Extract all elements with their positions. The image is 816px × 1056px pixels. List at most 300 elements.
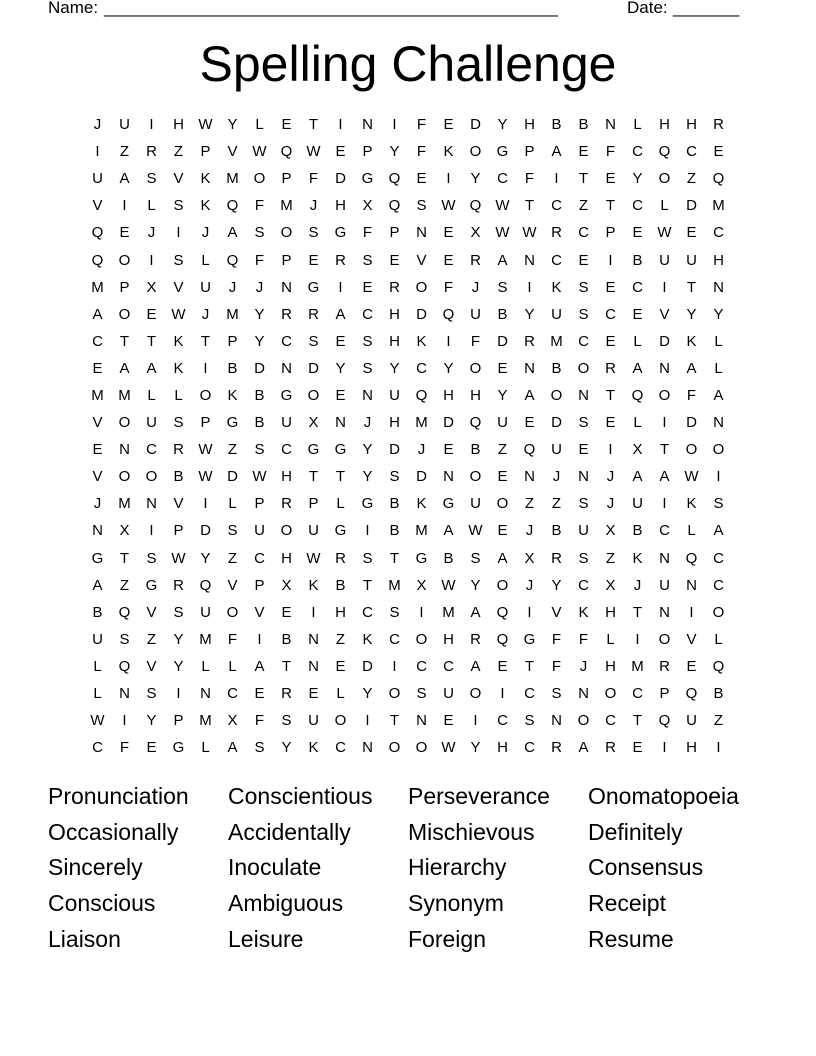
grid-letter[interactable]: H bbox=[713, 251, 724, 269]
grid-letter[interactable]: R bbox=[281, 685, 292, 703]
grid-letter[interactable]: N bbox=[524, 359, 535, 377]
grid-letter[interactable]: F bbox=[443, 278, 454, 296]
grid-letter[interactable]: A bbox=[713, 522, 724, 540]
grid-letter[interactable]: C bbox=[92, 739, 103, 757]
grid-letter[interactable]: X bbox=[119, 522, 130, 540]
grid-letter[interactable]: E bbox=[605, 414, 616, 432]
grid-letter[interactable]: E bbox=[443, 251, 454, 269]
grid-letter[interactable]: K bbox=[686, 332, 697, 350]
grid-letter[interactable]: R bbox=[173, 441, 184, 459]
grid-letter[interactable]: B bbox=[551, 359, 562, 377]
grid-letter[interactable]: C bbox=[281, 441, 292, 459]
grid-letter[interactable]: O bbox=[658, 630, 671, 648]
grid-letter[interactable]: O bbox=[469, 143, 482, 161]
grid-letter[interactable]: I bbox=[338, 116, 343, 134]
grid-letter[interactable]: A bbox=[470, 603, 481, 621]
grid-letter[interactable]: X bbox=[362, 197, 373, 215]
grid-letter[interactable]: N bbox=[443, 468, 454, 486]
grid-letter[interactable]: T bbox=[389, 549, 400, 567]
grid-letter[interactable]: B bbox=[632, 522, 643, 540]
grid-letter[interactable]: X bbox=[524, 549, 535, 567]
grid-letter[interactable]: D bbox=[497, 332, 508, 350]
grid-letter[interactable]: D bbox=[470, 116, 481, 134]
grid-letter[interactable]: D bbox=[254, 359, 265, 377]
grid-letter[interactable]: D bbox=[308, 359, 319, 377]
grid-letter[interactable]: X bbox=[632, 441, 643, 459]
grid-letter[interactable]: W bbox=[522, 224, 537, 242]
grid-letter[interactable]: Z bbox=[605, 549, 616, 567]
grid-letter[interactable]: J bbox=[93, 495, 102, 513]
grid-letter[interactable]: C bbox=[713, 576, 724, 594]
grid-letter[interactable]: D bbox=[659, 332, 670, 350]
grid-letter[interactable]: G bbox=[307, 441, 320, 459]
grid-letter[interactable]: U bbox=[146, 414, 157, 432]
grid-letter[interactable]: J bbox=[525, 576, 534, 594]
grid-letter[interactable]: A bbox=[713, 386, 724, 404]
grid-letter[interactable]: I bbox=[662, 414, 667, 432]
grid-letter[interactable]: H bbox=[173, 116, 184, 134]
grid-letter[interactable]: C bbox=[227, 685, 238, 703]
grid-letter[interactable]: U bbox=[389, 386, 400, 404]
grid-letter[interactable]: Y bbox=[389, 359, 400, 377]
grid-letter[interactable]: B bbox=[281, 630, 292, 648]
grid-letter[interactable]: Y bbox=[281, 739, 292, 757]
grid-letter[interactable]: E bbox=[686, 224, 697, 242]
grid-letter[interactable]: B bbox=[92, 603, 103, 621]
grid-letter[interactable]: H bbox=[389, 414, 400, 432]
grid-letter[interactable]: M bbox=[118, 495, 131, 513]
grid-letter[interactable]: B bbox=[389, 495, 400, 513]
grid-letter[interactable]: A bbox=[227, 739, 238, 757]
grid-letter[interactable]: S bbox=[551, 685, 562, 703]
grid-letter[interactable]: L bbox=[147, 197, 156, 215]
grid-letter[interactable]: K bbox=[632, 549, 643, 567]
grid-letter[interactable]: Y bbox=[470, 576, 481, 594]
grid-letter[interactable]: S bbox=[146, 685, 157, 703]
grid-letter[interactable]: C bbox=[713, 549, 724, 567]
grid-letter[interactable]: V bbox=[227, 143, 238, 161]
grid-letter[interactable]: Q bbox=[118, 603, 131, 621]
grid-letter[interactable]: N bbox=[713, 414, 724, 432]
grid-letter[interactable]: R bbox=[605, 359, 616, 377]
grid-letter[interactable]: Q bbox=[199, 576, 212, 594]
grid-letter[interactable]: J bbox=[606, 495, 615, 513]
grid-letter[interactable]: W bbox=[306, 549, 321, 567]
grid-letter[interactable]: N bbox=[578, 386, 589, 404]
grid-letter[interactable]: W bbox=[657, 224, 672, 242]
grid-letter[interactable]: F bbox=[578, 630, 589, 648]
grid-letter[interactable]: H bbox=[524, 116, 535, 134]
grid-letter[interactable]: N bbox=[362, 739, 373, 757]
grid-letter[interactable]: T bbox=[146, 332, 157, 350]
grid-letter[interactable]: B bbox=[551, 116, 562, 134]
grid-letter[interactable]: J bbox=[552, 468, 561, 486]
grid-letter[interactable]: Q bbox=[91, 251, 104, 269]
grid-letter[interactable]: Q bbox=[226, 251, 239, 269]
grid-letter[interactable]: S bbox=[470, 549, 481, 567]
grid-letter[interactable]: J bbox=[633, 576, 642, 594]
grid-letter[interactable]: N bbox=[119, 685, 130, 703]
grid-letter[interactable]: L bbox=[201, 251, 210, 269]
grid-letter[interactable]: O bbox=[496, 495, 509, 513]
grid-letter[interactable]: K bbox=[173, 359, 184, 377]
grid-letter[interactable]: E bbox=[335, 386, 346, 404]
grid-letter[interactable]: O bbox=[118, 251, 131, 269]
grid-letter[interactable]: Q bbox=[631, 386, 644, 404]
grid-letter[interactable]: E bbox=[92, 359, 103, 377]
grid-letter[interactable]: J bbox=[93, 116, 102, 134]
grid-letter[interactable]: Q bbox=[280, 143, 293, 161]
grid-letter[interactable]: V bbox=[416, 251, 427, 269]
grid-letter[interactable]: G bbox=[334, 441, 347, 459]
grid-letter[interactable]: R bbox=[524, 332, 535, 350]
grid-letter[interactable]: S bbox=[362, 251, 373, 269]
grid-letter[interactable]: X bbox=[308, 414, 319, 432]
grid-letter[interactable]: O bbox=[199, 386, 212, 404]
grid-letter[interactable]: P bbox=[200, 143, 211, 161]
grid-letter[interactable]: Y bbox=[254, 305, 265, 323]
grid-letter[interactable]: I bbox=[446, 170, 451, 188]
grid-letter[interactable]: C bbox=[632, 278, 643, 296]
grid-letter[interactable]: A bbox=[659, 468, 670, 486]
grid-letter[interactable]: F bbox=[254, 712, 265, 730]
grid-letter[interactable]: C bbox=[92, 332, 103, 350]
grid-letter[interactable]: Q bbox=[469, 414, 482, 432]
grid-letter[interactable]: U bbox=[659, 576, 670, 594]
grid-letter[interactable]: B bbox=[254, 414, 265, 432]
grid-letter[interactable]: Z bbox=[497, 441, 508, 459]
grid-letter[interactable]: S bbox=[254, 224, 265, 242]
grid-letter[interactable]: E bbox=[335, 332, 346, 350]
grid-letter[interactable]: I bbox=[527, 603, 532, 621]
grid-letter[interactable]: D bbox=[416, 305, 427, 323]
grid-letter[interactable]: O bbox=[253, 170, 266, 188]
grid-letter[interactable]: T bbox=[524, 657, 535, 675]
grid-letter[interactable]: F bbox=[308, 170, 319, 188]
grid-letter[interactable]: V bbox=[551, 603, 562, 621]
grid-letter[interactable]: O bbox=[118, 414, 131, 432]
grid-letter[interactable]: A bbox=[686, 359, 697, 377]
grid-letter[interactable]: A bbox=[632, 359, 643, 377]
grid-letter[interactable]: R bbox=[389, 278, 400, 296]
grid-letter[interactable]: R bbox=[659, 657, 670, 675]
grid-letter[interactable]: A bbox=[578, 739, 589, 757]
grid-letter[interactable]: O bbox=[118, 468, 131, 486]
grid-letter[interactable]: E bbox=[146, 305, 157, 323]
grid-letter[interactable]: C bbox=[605, 712, 616, 730]
grid-letter[interactable]: D bbox=[389, 441, 400, 459]
grid-letter[interactable]: F bbox=[254, 197, 265, 215]
grid-letter[interactable]: G bbox=[442, 495, 455, 513]
grid-letter[interactable]: Z bbox=[524, 495, 535, 513]
grid-letter[interactable]: E bbox=[632, 739, 643, 757]
grid-letter[interactable]: E bbox=[497, 657, 508, 675]
grid-letter[interactable]: Q bbox=[496, 630, 509, 648]
grid-letter[interactable]: I bbox=[554, 170, 559, 188]
grid-letter[interactable]: Q bbox=[658, 143, 671, 161]
grid-letter[interactable]: E bbox=[605, 170, 616, 188]
grid-letter[interactable]: J bbox=[255, 278, 264, 296]
grid-letter[interactable]: Q bbox=[523, 441, 536, 459]
grid-letter[interactable]: I bbox=[392, 116, 397, 134]
grid-letter[interactable]: I bbox=[365, 712, 370, 730]
grid-letter[interactable]: L bbox=[633, 116, 642, 134]
grid-letter[interactable]: D bbox=[551, 414, 562, 432]
grid-letter[interactable]: C bbox=[443, 657, 454, 675]
grid-letter[interactable]: L bbox=[714, 332, 723, 350]
grid-letter[interactable]: V bbox=[173, 278, 184, 296]
grid-letter[interactable]: W bbox=[441, 739, 456, 757]
grid-letter[interactable]: W bbox=[684, 468, 699, 486]
grid-letter[interactable]: R bbox=[470, 630, 481, 648]
grid-letter[interactable]: D bbox=[200, 522, 211, 540]
grid-letter[interactable]: E bbox=[497, 468, 508, 486]
grid-letter[interactable]: G bbox=[172, 739, 185, 757]
grid-letter[interactable]: Y bbox=[497, 116, 508, 134]
grid-letter[interactable]: Q bbox=[496, 603, 509, 621]
grid-letter[interactable]: D bbox=[227, 468, 238, 486]
grid-letter[interactable]: H bbox=[389, 332, 400, 350]
grid-letter[interactable]: R bbox=[308, 305, 319, 323]
grid-letter[interactable]: P bbox=[173, 712, 184, 730]
grid-letter[interactable]: N bbox=[308, 630, 319, 648]
grid-letter[interactable]: L bbox=[606, 630, 615, 648]
grid-letter[interactable]: N bbox=[308, 657, 319, 675]
grid-letter[interactable]: D bbox=[686, 197, 697, 215]
grid-letter[interactable]: F bbox=[119, 739, 130, 757]
grid-letter[interactable]: I bbox=[662, 495, 667, 513]
grid-letter[interactable]: E bbox=[443, 441, 454, 459]
grid-letter[interactable]: O bbox=[469, 685, 482, 703]
grid-letter[interactable]: P bbox=[119, 278, 130, 296]
grid-letter[interactable]: H bbox=[470, 386, 481, 404]
grid-letter[interactable]: E bbox=[524, 414, 535, 432]
grid-letter[interactable]: U bbox=[92, 170, 103, 188]
grid-letter[interactable]: V bbox=[227, 576, 238, 594]
grid-letter[interactable]: Y bbox=[632, 170, 643, 188]
grid-letter[interactable]: Y bbox=[443, 359, 454, 377]
grid-letter[interactable]: N bbox=[659, 549, 670, 567]
grid-letter[interactable]: I bbox=[365, 522, 370, 540]
grid-letter[interactable]: Y bbox=[362, 685, 373, 703]
grid-letter[interactable]: V bbox=[173, 170, 184, 188]
grid-letter[interactable]: S bbox=[362, 549, 373, 567]
grid-letter[interactable]: W bbox=[252, 143, 267, 161]
grid-letter[interactable]: E bbox=[335, 143, 346, 161]
grid-letter[interactable]: K bbox=[200, 170, 211, 188]
grid-letter[interactable]: K bbox=[416, 495, 427, 513]
grid-letter[interactable]: D bbox=[686, 414, 697, 432]
grid-letter[interactable]: Z bbox=[686, 170, 697, 188]
grid-letter[interactable]: S bbox=[227, 522, 238, 540]
grid-letter[interactable]: G bbox=[334, 224, 347, 242]
grid-letter[interactable]: I bbox=[311, 603, 316, 621]
grid-letter[interactable]: G bbox=[361, 495, 374, 513]
grid-letter[interactable]: I bbox=[446, 332, 451, 350]
grid-letter[interactable]: T bbox=[308, 468, 319, 486]
grid-letter[interactable]: R bbox=[470, 251, 481, 269]
grid-letter[interactable]: R bbox=[335, 549, 346, 567]
grid-letter[interactable]: J bbox=[363, 414, 372, 432]
grid-letter[interactable]: E bbox=[578, 441, 589, 459]
grid-letter[interactable]: W bbox=[306, 143, 321, 161]
grid-letter[interactable]: C bbox=[551, 197, 562, 215]
grid-letter[interactable]: R bbox=[605, 739, 616, 757]
grid-letter[interactable]: I bbox=[257, 630, 262, 648]
grid-letter[interactable]: B bbox=[335, 576, 346, 594]
grid-letter[interactable]: I bbox=[527, 278, 532, 296]
grid-letter[interactable]: K bbox=[308, 739, 319, 757]
grid-letter[interactable]: F bbox=[416, 116, 427, 134]
grid-letter[interactable]: R bbox=[335, 251, 346, 269]
grid-letter[interactable]: E bbox=[713, 143, 724, 161]
grid-letter[interactable]: R bbox=[713, 116, 724, 134]
grid-letter[interactable]: R bbox=[146, 143, 157, 161]
grid-letter[interactable]: C bbox=[578, 332, 589, 350]
grid-letter[interactable]: N bbox=[335, 414, 346, 432]
grid-letter[interactable]: K bbox=[443, 143, 454, 161]
grid-letter[interactable]: Q bbox=[388, 197, 401, 215]
grid-letter[interactable]: V bbox=[92, 468, 103, 486]
grid-letter[interactable]: F bbox=[551, 657, 562, 675]
grid-letter[interactable]: E bbox=[92, 441, 103, 459]
grid-letter[interactable]: E bbox=[443, 116, 454, 134]
grid-letter[interactable]: Y bbox=[254, 332, 265, 350]
grid-letter[interactable]: Q bbox=[118, 657, 131, 675]
grid-letter[interactable]: A bbox=[92, 305, 103, 323]
grid-letter[interactable]: M bbox=[226, 305, 239, 323]
grid-letter[interactable]: G bbox=[496, 143, 509, 161]
grid-letter[interactable]: A bbox=[335, 305, 346, 323]
grid-letter[interactable]: E bbox=[389, 251, 400, 269]
grid-letter[interactable]: N bbox=[362, 116, 373, 134]
grid-letter[interactable]: O bbox=[712, 441, 725, 459]
grid-letter[interactable]: N bbox=[578, 468, 589, 486]
grid-letter[interactable]: Y bbox=[362, 468, 373, 486]
grid-letter[interactable]: D bbox=[335, 170, 346, 188]
grid-letter[interactable]: B bbox=[713, 685, 724, 703]
grid-letter[interactable]: L bbox=[201, 657, 210, 675]
grid-letter[interactable]: E bbox=[416, 170, 427, 188]
grid-letter[interactable]: B bbox=[254, 386, 265, 404]
grid-letter[interactable]: L bbox=[336, 685, 345, 703]
grid-letter[interactable]: S bbox=[254, 739, 265, 757]
grid-letter[interactable]: M bbox=[631, 657, 644, 675]
grid-letter[interactable]: E bbox=[254, 685, 265, 703]
grid-letter[interactable]: A bbox=[254, 657, 265, 675]
grid-letter[interactable]: M bbox=[388, 576, 401, 594]
grid-letter[interactable]: E bbox=[308, 251, 319, 269]
grid-letter[interactable]: T bbox=[281, 657, 292, 675]
grid-letter[interactable]: S bbox=[362, 359, 373, 377]
grid-letter[interactable]: J bbox=[147, 224, 156, 242]
grid-letter[interactable]: U bbox=[119, 116, 130, 134]
grid-letter[interactable]: E bbox=[578, 251, 589, 269]
grid-letter[interactable]: P bbox=[605, 224, 616, 242]
grid-letter[interactable]: C bbox=[632, 685, 643, 703]
grid-letter[interactable]: O bbox=[307, 386, 320, 404]
grid-letter[interactable]: O bbox=[415, 278, 428, 296]
grid-letter[interactable]: D bbox=[416, 468, 427, 486]
grid-letter[interactable]: P bbox=[254, 576, 265, 594]
grid-letter[interactable]: F bbox=[686, 386, 697, 404]
grid-letter[interactable]: I bbox=[95, 143, 100, 161]
grid-letter[interactable]: I bbox=[473, 712, 478, 730]
grid-letter[interactable]: I bbox=[338, 278, 343, 296]
grid-letter[interactable]: M bbox=[118, 386, 131, 404]
grid-letter[interactable]: V bbox=[686, 630, 697, 648]
grid-letter[interactable]: B bbox=[497, 305, 508, 323]
grid-letter[interactable]: K bbox=[308, 576, 319, 594]
grid-letter[interactable]: Q bbox=[415, 386, 428, 404]
grid-letter[interactable]: O bbox=[469, 359, 482, 377]
grid-letter[interactable]: N bbox=[659, 359, 670, 377]
grid-letter[interactable]: H bbox=[605, 603, 616, 621]
grid-letter[interactable]: O bbox=[604, 685, 617, 703]
grid-letter[interactable]: E bbox=[281, 116, 292, 134]
grid-letter[interactable]: N bbox=[605, 116, 616, 134]
grid-letter[interactable]: H bbox=[605, 657, 616, 675]
grid-letter[interactable]: W bbox=[198, 441, 213, 459]
grid-letter[interactable]: W bbox=[441, 197, 456, 215]
grid-letter[interactable]: B bbox=[389, 522, 400, 540]
grid-letter[interactable]: G bbox=[307, 278, 320, 296]
grid-letter[interactable]: O bbox=[469, 468, 482, 486]
grid-letter[interactable]: Y bbox=[227, 116, 238, 134]
grid-letter[interactable]: N bbox=[686, 576, 697, 594]
grid-letter[interactable]: V bbox=[173, 495, 184, 513]
grid-letter[interactable]: Y bbox=[497, 386, 508, 404]
grid-letter[interactable]: C bbox=[551, 251, 562, 269]
grid-letter[interactable]: L bbox=[714, 359, 723, 377]
grid-letter[interactable]: G bbox=[415, 549, 428, 567]
grid-letter[interactable]: Z bbox=[227, 441, 238, 459]
grid-letter[interactable]: I bbox=[122, 197, 127, 215]
grid-letter[interactable]: T bbox=[524, 197, 535, 215]
grid-letter[interactable]: U bbox=[308, 712, 319, 730]
grid-letter[interactable]: Q bbox=[91, 224, 104, 242]
grid-letter[interactable]: I bbox=[608, 251, 613, 269]
grid-letter[interactable]: H bbox=[659, 116, 670, 134]
grid-letter[interactable]: B bbox=[173, 468, 184, 486]
grid-letter[interactable]: O bbox=[415, 630, 428, 648]
grid-letter[interactable]: I bbox=[122, 712, 127, 730]
grid-letter[interactable]: Q bbox=[685, 549, 698, 567]
grid-letter[interactable]: I bbox=[392, 657, 397, 675]
grid-letter[interactable]: A bbox=[119, 359, 130, 377]
grid-letter[interactable]: L bbox=[660, 197, 669, 215]
grid-letter[interactable]: Y bbox=[470, 739, 481, 757]
grid-letter[interactable]: T bbox=[632, 603, 643, 621]
grid-letter[interactable]: W bbox=[441, 576, 456, 594]
grid-letter[interactable]: T bbox=[335, 468, 346, 486]
grid-letter[interactable]: Y bbox=[686, 305, 697, 323]
grid-letter[interactable]: M bbox=[91, 386, 104, 404]
grid-letter[interactable]: E bbox=[632, 305, 643, 323]
grid-letter[interactable]: U bbox=[470, 495, 481, 513]
grid-letter[interactable]: N bbox=[362, 386, 373, 404]
grid-letter[interactable]: Y bbox=[470, 170, 481, 188]
grid-letter[interactable]: I bbox=[635, 630, 640, 648]
grid-letter[interactable]: U bbox=[659, 251, 670, 269]
grid-letter[interactable]: Y bbox=[173, 657, 184, 675]
grid-letter[interactable]: O bbox=[712, 603, 725, 621]
grid-letter[interactable]: C bbox=[524, 739, 535, 757]
grid-letter[interactable]: K bbox=[227, 386, 238, 404]
grid-letter[interactable]: Y bbox=[362, 441, 373, 459]
grid-letter[interactable]: C bbox=[686, 143, 697, 161]
grid-letter[interactable]: G bbox=[334, 522, 347, 540]
